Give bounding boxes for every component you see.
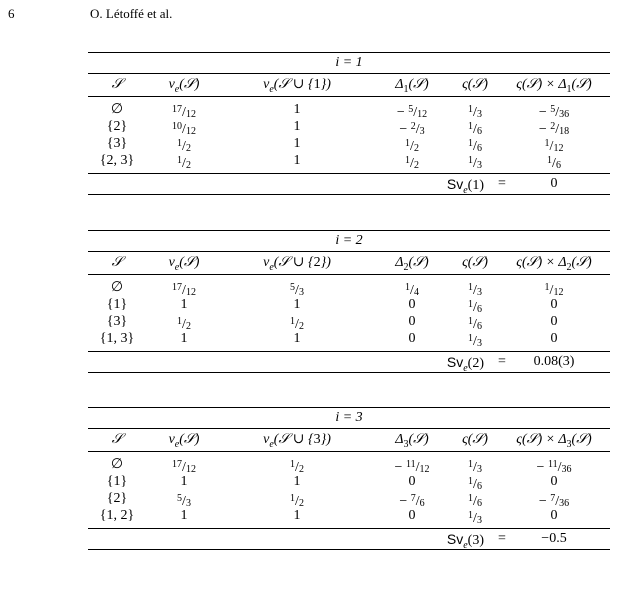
frac-numerator: 1 (468, 299, 474, 310)
col-header-ve-union (222, 252, 372, 279)
ve-value (177, 156, 191, 171)
col-header-delta (372, 252, 452, 279)
ve-union-value: 1 (293, 508, 301, 523)
frac-denominator: 6 (476, 304, 482, 315)
shapley-value-label (392, 174, 484, 201)
frac-denominator: 3 (298, 287, 304, 298)
value-symbol: v (263, 255, 270, 270)
col-header-weight: ς(𝒮) (462, 432, 488, 447)
frac-slash: / (182, 317, 186, 332)
cell-product (498, 330, 610, 347)
frac-numerator: 2 (410, 121, 416, 132)
frac-numerator: 1 (177, 155, 183, 166)
col-header-weight: ς(𝒮) (462, 77, 488, 92)
col-header-ve (146, 252, 222, 279)
bottom-rule (88, 194, 610, 195)
col-header-delta (372, 429, 452, 456)
frac-numerator: 1 (405, 138, 411, 149)
frac-slash: / (415, 122, 420, 137)
frac-denominator: 36 (559, 109, 570, 120)
frac-numerator: 2 (550, 121, 556, 132)
frac-numerator: 5 (550, 104, 556, 115)
frac-numerator: 1 (468, 138, 474, 149)
bottom-rule (88, 372, 610, 373)
table-block-1 (88, 52, 610, 195)
delta-value: 0 (408, 314, 416, 329)
sv-symbol: Sv (446, 531, 464, 547)
table-block-3 (88, 407, 610, 550)
table-row (88, 135, 610, 152)
frac-numerator: 1 (468, 155, 474, 166)
frac-denominator: 6 (476, 126, 482, 137)
frac-slash: / (473, 105, 477, 120)
frac-slash: / (295, 460, 299, 475)
delta-subscript: 1 (403, 83, 409, 95)
frac-numerator: 1 (290, 493, 296, 504)
frac-slash: / (415, 494, 420, 509)
weight-value (468, 334, 482, 349)
frac-slash: / (413, 105, 418, 120)
frac-sign: − (536, 460, 548, 475)
value-symbol: v (263, 77, 270, 92)
table-title: i = 2 (335, 233, 363, 248)
cell-ve (146, 296, 222, 313)
frac-numerator: 17 (172, 104, 183, 115)
value-symbol: v (263, 432, 270, 447)
product-value: 0 (550, 297, 558, 312)
cell-set: ∅ (110, 102, 124, 117)
cell-set: ∅ (110, 280, 124, 295)
ve-union-value: 1 (293, 136, 301, 151)
frac-sign: − (538, 494, 551, 509)
frac-slash: / (473, 460, 477, 475)
product-prefix: ς(𝒮) × Δ (516, 255, 567, 270)
shapley-value-row (88, 352, 610, 372)
sv-subscript: e (463, 539, 468, 551)
union-index: 1 (313, 77, 321, 92)
shapley-value-row (88, 529, 610, 549)
ve-union-value: 1 (293, 297, 301, 312)
delta-arg: (𝒮) (408, 432, 429, 447)
frac-numerator: 5 (290, 282, 296, 293)
col-header-product (498, 74, 610, 101)
table-row (88, 490, 610, 507)
frac-numerator: 1 (468, 459, 474, 470)
equals-sign: = (498, 354, 506, 369)
value-subscript: e (174, 438, 180, 450)
frac-numerator: 11 (405, 459, 416, 470)
frac-slash: / (182, 460, 186, 475)
ve-union-value: 1 (293, 119, 301, 134)
sv-symbol: Sv (446, 354, 464, 370)
delta-subscript: 2 (403, 261, 409, 273)
cell-weight (452, 152, 498, 174)
frac-denominator: 3 (476, 464, 482, 475)
table-row (88, 313, 610, 330)
frac-slash: / (473, 511, 477, 526)
union-prefix: (𝒮 ∪ { (273, 255, 314, 270)
product-arg: (𝒮) (571, 77, 592, 92)
frac-slash: / (549, 283, 554, 298)
frac-slash: / (182, 122, 186, 137)
frac-numerator: 17 (172, 459, 183, 470)
cell-set: {3} (106, 314, 128, 329)
cell-set: {1, 3} (99, 331, 135, 346)
table-row (88, 473, 610, 490)
frac-numerator: 1 (544, 282, 550, 293)
sv-subscript: e (463, 362, 468, 374)
frac-sign: − (396, 105, 409, 120)
value-subscript: e (174, 83, 180, 95)
cell-set: {1, 2} (99, 508, 135, 523)
product-subscript: 1 (566, 83, 572, 95)
page-header (0, 6, 617, 24)
frac-denominator: 2 (185, 160, 191, 171)
col-header-ve (146, 429, 222, 456)
weight-value (468, 511, 482, 526)
cell-set: {3} (106, 136, 128, 151)
shapley-value: −0.5 (541, 531, 567, 546)
page-number: 6 (8, 6, 15, 21)
frac-denominator: 36 (561, 464, 572, 475)
cell-product (498, 507, 610, 524)
frac-numerator: 10 (172, 121, 183, 132)
frac-denominator: 36 (559, 498, 570, 509)
frac-denominator: 6 (476, 498, 482, 509)
product-value (547, 156, 561, 171)
column-header-row (88, 429, 610, 451)
frac-numerator: 1 (405, 155, 411, 166)
col-header-delta (372, 74, 452, 101)
equals-sign: = (498, 531, 506, 546)
frac-slash: / (295, 283, 299, 298)
frac-sign: − (399, 494, 411, 509)
sv-arg: (3) (467, 533, 484, 548)
value-subscript: e (174, 261, 180, 273)
col-header-set: 𝒮 (111, 432, 123, 447)
cell-weight (452, 507, 498, 529)
frac-numerator: 1 (177, 138, 183, 149)
frac-numerator: 1 (468, 493, 474, 504)
frac-numerator: 1 (544, 138, 550, 149)
cell-weight (452, 330, 498, 352)
value-symbol: v (168, 77, 175, 92)
delta-arg: (𝒮) (408, 255, 429, 270)
frac-numerator: 1 (290, 316, 296, 327)
frac-denominator: 12 (417, 109, 428, 120)
cell-set: {1} (106, 297, 128, 312)
sv-subscript: e (463, 184, 468, 196)
frac-numerator: 1 (468, 104, 474, 115)
cell-set: {1} (106, 474, 128, 489)
product-arg: (𝒮) (571, 432, 592, 447)
shapley-value-row (88, 174, 610, 194)
sv-arg: (1) (467, 178, 484, 193)
value-subscript: e (269, 438, 274, 450)
frac-denominator: 12 (185, 126, 196, 137)
delta-value: 0 (408, 331, 416, 346)
cell-delta (372, 152, 452, 174)
cell-ve-union (222, 135, 372, 152)
frac-slash: / (473, 283, 477, 298)
cell-ve-union (222, 152, 372, 169)
value-arg: (𝒮) (179, 255, 200, 270)
frac-slash: / (473, 334, 477, 349)
frac-slash: / (555, 494, 560, 509)
table-block-2 (88, 230, 610, 373)
product-prefix: ς(𝒮) × Δ (516, 432, 567, 447)
value-subscript: e (269, 261, 274, 273)
frac-denominator: 4 (413, 287, 419, 298)
value-subscript: e (269, 83, 274, 95)
frac-denominator: 2 (298, 321, 304, 332)
frac-slash: / (295, 494, 299, 509)
column-header-row (88, 252, 610, 274)
table-row (88, 118, 610, 135)
sv-arg: (2) (467, 356, 484, 371)
frac-slash: / (473, 300, 477, 315)
frac-sign: − (394, 460, 406, 475)
ve-union-value: 1 (293, 102, 301, 117)
col-header-ve-union (222, 74, 372, 101)
value-arg: (𝒮) (179, 432, 200, 447)
cell-delta (372, 330, 452, 347)
frac-denominator: 3 (185, 498, 191, 509)
frac-slash: / (473, 494, 477, 509)
frac-denominator: 12 (553, 143, 564, 154)
delta-value (405, 156, 419, 171)
frac-denominator: 2 (298, 464, 304, 475)
bottom-rule (88, 549, 610, 550)
cell-product (498, 313, 610, 330)
union-index: 3 (313, 432, 321, 447)
frac-slash: / (415, 460, 420, 475)
frac-slash: / (473, 156, 477, 171)
frac-denominator: 2 (298, 498, 304, 509)
frac-denominator: 6 (476, 481, 482, 492)
product-arg: (𝒮) (571, 255, 592, 270)
table-row (88, 507, 610, 524)
frac-denominator: 6 (476, 321, 482, 332)
frac-denominator: 12 (419, 464, 430, 475)
frac-denominator: 2 (185, 321, 191, 332)
frac-denominator: 6 (476, 143, 482, 154)
frac-numerator: 1 (468, 121, 474, 132)
ve-union-value: 1 (293, 331, 301, 346)
frac-denominator: 2 (413, 160, 419, 171)
cell-ve-union (222, 473, 372, 490)
cell-delta (372, 473, 452, 490)
delta-arg: (𝒮) (408, 77, 429, 92)
frac-numerator: 1 (468, 510, 474, 521)
table-row (88, 101, 610, 118)
frac-slash: / (295, 317, 299, 332)
running-authors: O. Létoffé et al. (90, 6, 173, 21)
frac-slash: / (552, 156, 556, 171)
union-index: 2 (313, 255, 321, 270)
table-title: i = 3 (335, 410, 363, 425)
frac-denominator: 6 (555, 160, 561, 171)
delta-symbol: Δ (395, 255, 404, 270)
frac-denominator: 3 (476, 287, 482, 298)
frac-slash: / (182, 139, 186, 154)
cell-ve (146, 330, 222, 347)
frac-slash: / (182, 283, 186, 298)
cell-product (498, 296, 610, 313)
col-header-product (498, 429, 610, 456)
frac-slash: / (410, 156, 414, 171)
column-header-row (88, 74, 610, 96)
shapley-value: 0 (550, 176, 558, 191)
col-header-product (498, 252, 610, 279)
ve-value: 1 (180, 508, 188, 523)
shapley-value: 0.08(3) (533, 354, 575, 369)
frac-slash: / (473, 317, 477, 332)
frac-denominator: 2 (185, 143, 191, 154)
table-row (88, 330, 610, 347)
col-header-set: 𝒮 (111, 255, 123, 270)
frac-numerator: 1 (177, 316, 183, 327)
frac-slash: / (557, 460, 562, 475)
frac-denominator: 3 (476, 109, 482, 120)
ve-union-value: 1 (293, 153, 301, 168)
cell-set: ∅ (110, 457, 124, 472)
frac-numerator: 7 (410, 493, 416, 504)
frac-denominator: 3 (476, 160, 482, 171)
frac-numerator: 1 (468, 476, 474, 487)
frac-denominator: 12 (185, 464, 196, 475)
cell-product (498, 152, 610, 174)
product-prefix: ς(𝒮) × Δ (516, 77, 567, 92)
union-prefix: (𝒮 ∪ { (273, 432, 314, 447)
frac-slash: / (473, 139, 477, 154)
col-header-ve-union (222, 429, 372, 456)
product-value: 0 (550, 331, 558, 346)
frac-denominator: 12 (185, 287, 196, 298)
ve-value: 1 (180, 474, 188, 489)
frac-numerator: 11 (547, 459, 558, 470)
frac-slash: / (410, 139, 414, 154)
product-subscript: 2 (566, 261, 572, 273)
col-header-set: 𝒮 (111, 77, 123, 92)
shapley-value-label (392, 529, 484, 556)
table-row (88, 152, 610, 169)
weight-value (468, 156, 482, 171)
table-row (88, 456, 610, 473)
col-header-weight: ς(𝒮) (462, 255, 488, 270)
union-suffix: }) (320, 77, 331, 92)
frac-numerator: 1 (547, 155, 553, 166)
cell-delta (372, 507, 452, 524)
shapley-value-label (392, 352, 484, 379)
cell-set: {2, 3} (99, 153, 135, 168)
frac-slash: / (473, 477, 477, 492)
frac-denominator: 3 (476, 515, 482, 526)
frac-slash: / (555, 122, 560, 137)
table-title: i = 1 (335, 55, 363, 70)
cell-delta (372, 313, 452, 330)
cell-ve (146, 473, 222, 490)
cell-delta (372, 296, 452, 313)
frac-denominator: 6 (419, 498, 425, 509)
cell-set: {2} (106, 119, 128, 134)
delta-symbol: Δ (395, 77, 404, 92)
product-value: 0 (550, 314, 558, 329)
frac-numerator: 1 (468, 282, 474, 293)
cell-ve-union (222, 296, 372, 313)
union-suffix: }) (320, 255, 331, 270)
delta-value: 0 (408, 508, 416, 523)
frac-slash: / (182, 494, 186, 509)
frac-slash: / (182, 156, 186, 171)
frac-sign: − (399, 122, 411, 137)
frac-denominator: 12 (553, 287, 564, 298)
delta-symbol: Δ (395, 432, 404, 447)
frac-slash: / (549, 139, 554, 154)
union-suffix: }) (320, 432, 331, 447)
frac-denominator: 3 (476, 338, 482, 349)
cell-ve-union (222, 101, 372, 118)
cell-ve-union (222, 118, 372, 135)
frac-denominator: 12 (185, 109, 196, 120)
frac-numerator: 1 (405, 282, 411, 293)
cell-product (498, 473, 610, 490)
product-subscript: 3 (566, 438, 572, 450)
value-symbol: v (168, 432, 175, 447)
frac-numerator: 7 (550, 493, 556, 504)
union-prefix: (𝒮 ∪ { (273, 77, 314, 92)
cell-ve-union (222, 330, 372, 347)
sv-symbol: Sv (446, 176, 464, 192)
frac-numerator: 1 (290, 459, 296, 470)
table-row (88, 279, 610, 296)
cell-ve-union (222, 507, 372, 524)
cell-ve (146, 507, 222, 524)
frac-denominator: 18 (559, 126, 570, 137)
cell-set: {2} (106, 491, 128, 506)
product-value: 0 (550, 508, 558, 523)
delta-value: 0 (408, 474, 416, 489)
frac-sign: − (538, 105, 551, 120)
equals-sign: = (498, 176, 506, 191)
frac-slash: / (182, 105, 186, 120)
cell-ve (146, 152, 222, 174)
ve-value: 1 (180, 331, 188, 346)
value-symbol: v (168, 255, 175, 270)
value-arg: (𝒮) (179, 77, 200, 92)
product-value: 0 (550, 474, 558, 489)
frac-slash: / (555, 105, 560, 120)
frac-numerator: 5 (408, 104, 414, 115)
ve-union-value: 1 (293, 474, 301, 489)
frac-numerator: 5 (177, 493, 183, 504)
frac-numerator: 1 (468, 333, 474, 344)
frac-denominator: 2 (413, 143, 419, 154)
delta-value: 0 (408, 297, 416, 312)
table-row (88, 296, 610, 313)
frac-slash: / (473, 122, 477, 137)
col-header-ve (146, 74, 222, 101)
frac-denominator: 3 (419, 126, 425, 137)
ve-value: 1 (180, 297, 188, 312)
frac-numerator: 1 (468, 316, 474, 327)
frac-numerator: 17 (172, 282, 183, 293)
delta-subscript: 3 (403, 438, 409, 450)
frac-slash: / (410, 283, 414, 298)
frac-sign: − (538, 122, 551, 137)
